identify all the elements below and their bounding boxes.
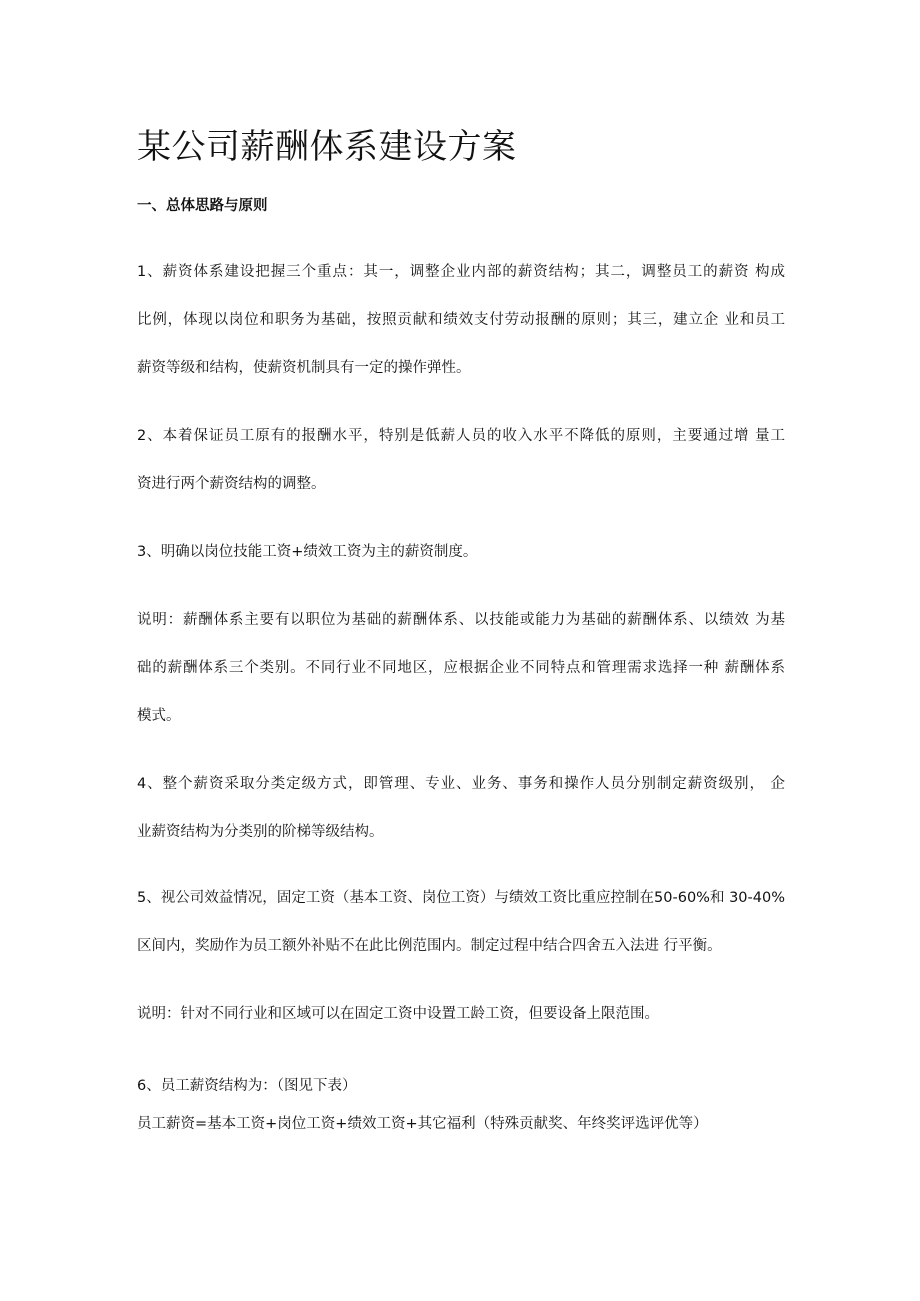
- paragraph-2: [137, 412, 785, 508]
- paragraph-5: [137, 874, 785, 970]
- paragraph-4-line-2: 业薪资结构为分类别的阶梯等级结构。: [137, 824, 384, 840]
- salary-formula: 员工薪资=基本工资+岗位工资+绩效工资+其它福利（特殊贡献奖、年终奖评选评优等）: [137, 1116, 708, 1132]
- paragraph-2-line-2: 资进行两个薪资结构的调整。: [137, 476, 326, 492]
- paragraph-3-line-1: 3、明确以岗位技能工资+绩效工资为主的薪资制度。: [137, 544, 478, 560]
- paragraph-3: [137, 528, 785, 576]
- section-heading: 一、总体思路与原则: [137, 198, 268, 214]
- paragraph-5-line-2: 区间内，奖励作为员工额外补贴不在此比例范围内。制定过程中结合四舍五入法进 行平衡。: [137, 938, 722, 954]
- note-1-line-1: 说明：薪酬体系主要有以职位为基础的薪酬体系、以技能或能力为基础的薪酬体系、以绩效 为基: [137, 612, 785, 628]
- note-2: [137, 990, 785, 1038]
- paragraph-4: [137, 760, 785, 856]
- paragraph-6-heading: 6、员工薪资结构为：（图见下表）: [137, 1078, 357, 1094]
- note-1: [137, 596, 785, 740]
- note-1-line-3: 模式。: [137, 708, 181, 724]
- paragraph-2-line-1: 2、本着保证员工原有的报酬水平，特别是低薪人员的收入水平不降低的原则，主要通过增 量工: [137, 428, 785, 444]
- note-2-line-1: 说明：针对不同行业和区域可以在固定工资中设置工龄工资，但要设备上限范围。: [137, 1006, 659, 1022]
- note-1-line-2: 础的薪酬体系三个类别。不同行业不同地区，应根据企业不同特点和管理需求选择一种 薪酬体系: [137, 660, 785, 676]
- paragraph-4-line-1: 4、整个薪资采取分类定级方式，即管理、专业、业务、事务和操作人员分别制定薪资级别， 企: [137, 776, 785, 792]
- paragraph-1-line-3: 薪资等级和结构，使薪资机制具有一定的操作弹性。: [137, 360, 471, 376]
- paragraph-5-line-1: 5、视公司效益情况，固定工资（基本工资、岗位工资）与绩效工资比重应控制在50-60%和 30-40%: [137, 890, 785, 906]
- paragraph-1-line-2: 比例，体现以岗位和职务为基础，按照贡献和绩效支付劳动报酬的原则；其三，建立企 业和员工: [137, 312, 785, 328]
- document-title: 某公司薪酬体系建设方案: [137, 127, 517, 167]
- paragraph-1-line-1: 1、薪资体系建设把握三个重点：其一，调整企业内部的薪资结构；其二，调整员工的薪资 构成: [137, 264, 785, 280]
- paragraph-1: [137, 248, 785, 392]
